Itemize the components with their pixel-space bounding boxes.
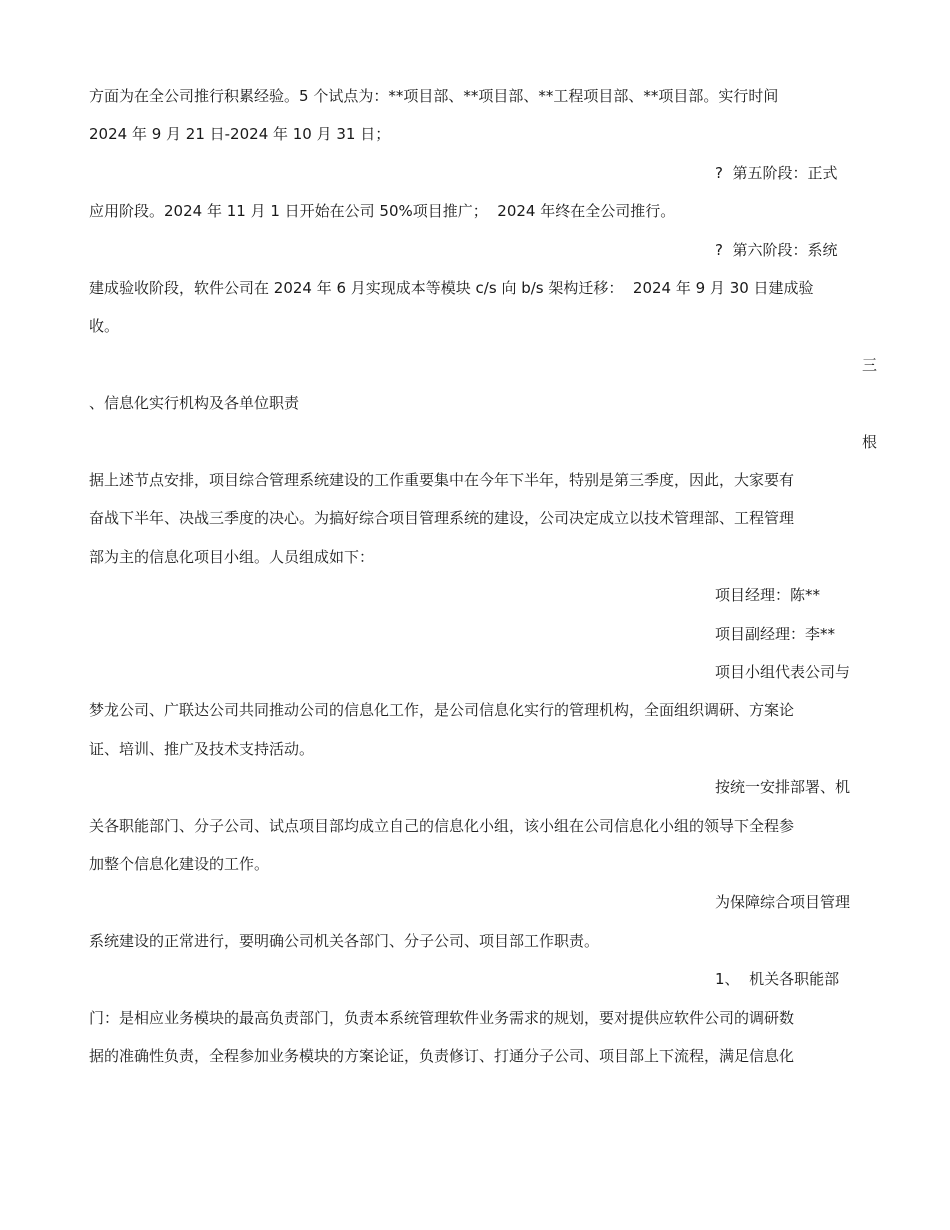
- paragraph-line: 应用阶段。2024 年 11 月 1 日开始在公司 50%项目推广； 2024 年终在全公司推行。: [89, 202, 676, 220]
- paragraph-line: 收。: [89, 317, 120, 335]
- paragraph-line: 据的准确性负责，全程参加业务模块的方案论证，负责修订、打通分子公司、项目部上下流程，满足信息化: [89, 1047, 795, 1065]
- paragraph-line: 部为主的信息化项目小组。人员组成如下：: [89, 548, 375, 566]
- paragraph-line: 系统建设的正常进行，要明确公司机关各部门、分子公司、项目部工作职责。: [89, 932, 600, 950]
- paragraph-line: 据上述节点安排，项目综合管理系统建设的工作重要集中在今年下半年，特别是第三季度，因此，大家要有: [89, 471, 795, 489]
- paragraph-line: 根: [862, 433, 878, 451]
- paragraph-line: 梦龙公司、广联达公司共同推动公司的信息化工作，是公司信息化实行的管理机构，全面组织调研、方案论: [89, 701, 795, 719]
- team-member-manager: 项目经理：陈**: [715, 586, 821, 604]
- section-heading-stage-6: ? 第六阶段：系统: [715, 241, 838, 259]
- section-number: 三: [862, 356, 878, 374]
- paragraph-line: 建成验收阶段，软件公司在 2024 年 6 月实现成本等模块 c/s 向 b/s 架构迁移： 2024 年 9 月 30 日建成验: [89, 279, 814, 297]
- paragraph-line: 项目小组代表公司与: [715, 663, 851, 681]
- section-heading: 、信息化实行机构及各单位职责: [89, 394, 300, 412]
- paragraph-line: 关各职能部门、分子公司、试点项目部均成立自己的信息化小组，该小组在公司信息化小组的领导下全程参: [89, 817, 795, 835]
- paragraph-line: 方面为在全公司推行积累经验。5 个试点为：**项目部、**项目部、**工程项目部、**项目部。实行时间: [89, 87, 779, 105]
- paragraph-line: 证、培训、推广及技术支持活动。: [89, 740, 315, 758]
- paragraph-line: 为保障综合项目管理: [715, 893, 851, 911]
- section-heading-stage-5: ? 第五阶段：正式: [715, 164, 838, 182]
- paragraph-line: 按统一安排部署、机: [715, 778, 851, 796]
- paragraph-line: 2024 年 9 月 21 日-2024 年 10 月 31 日；: [89, 125, 391, 143]
- list-item-heading: 1、 机关各职能部: [715, 970, 840, 988]
- paragraph-line: 奋战下半年、决战三季度的决心。为搞好综合项目管理系统的建设，公司决定成立以技术管理部、工程管理: [89, 509, 795, 527]
- paragraph-line: 加整个信息化建设的工作。: [89, 855, 270, 873]
- team-member-deputy: 项目副经理：李**: [715, 625, 836, 643]
- paragraph-line: 门：是相应业务模块的最高负责部门，负责本系统管理软件业务需求的规划，要对提供应软件公司的调研数: [89, 1009, 795, 1027]
